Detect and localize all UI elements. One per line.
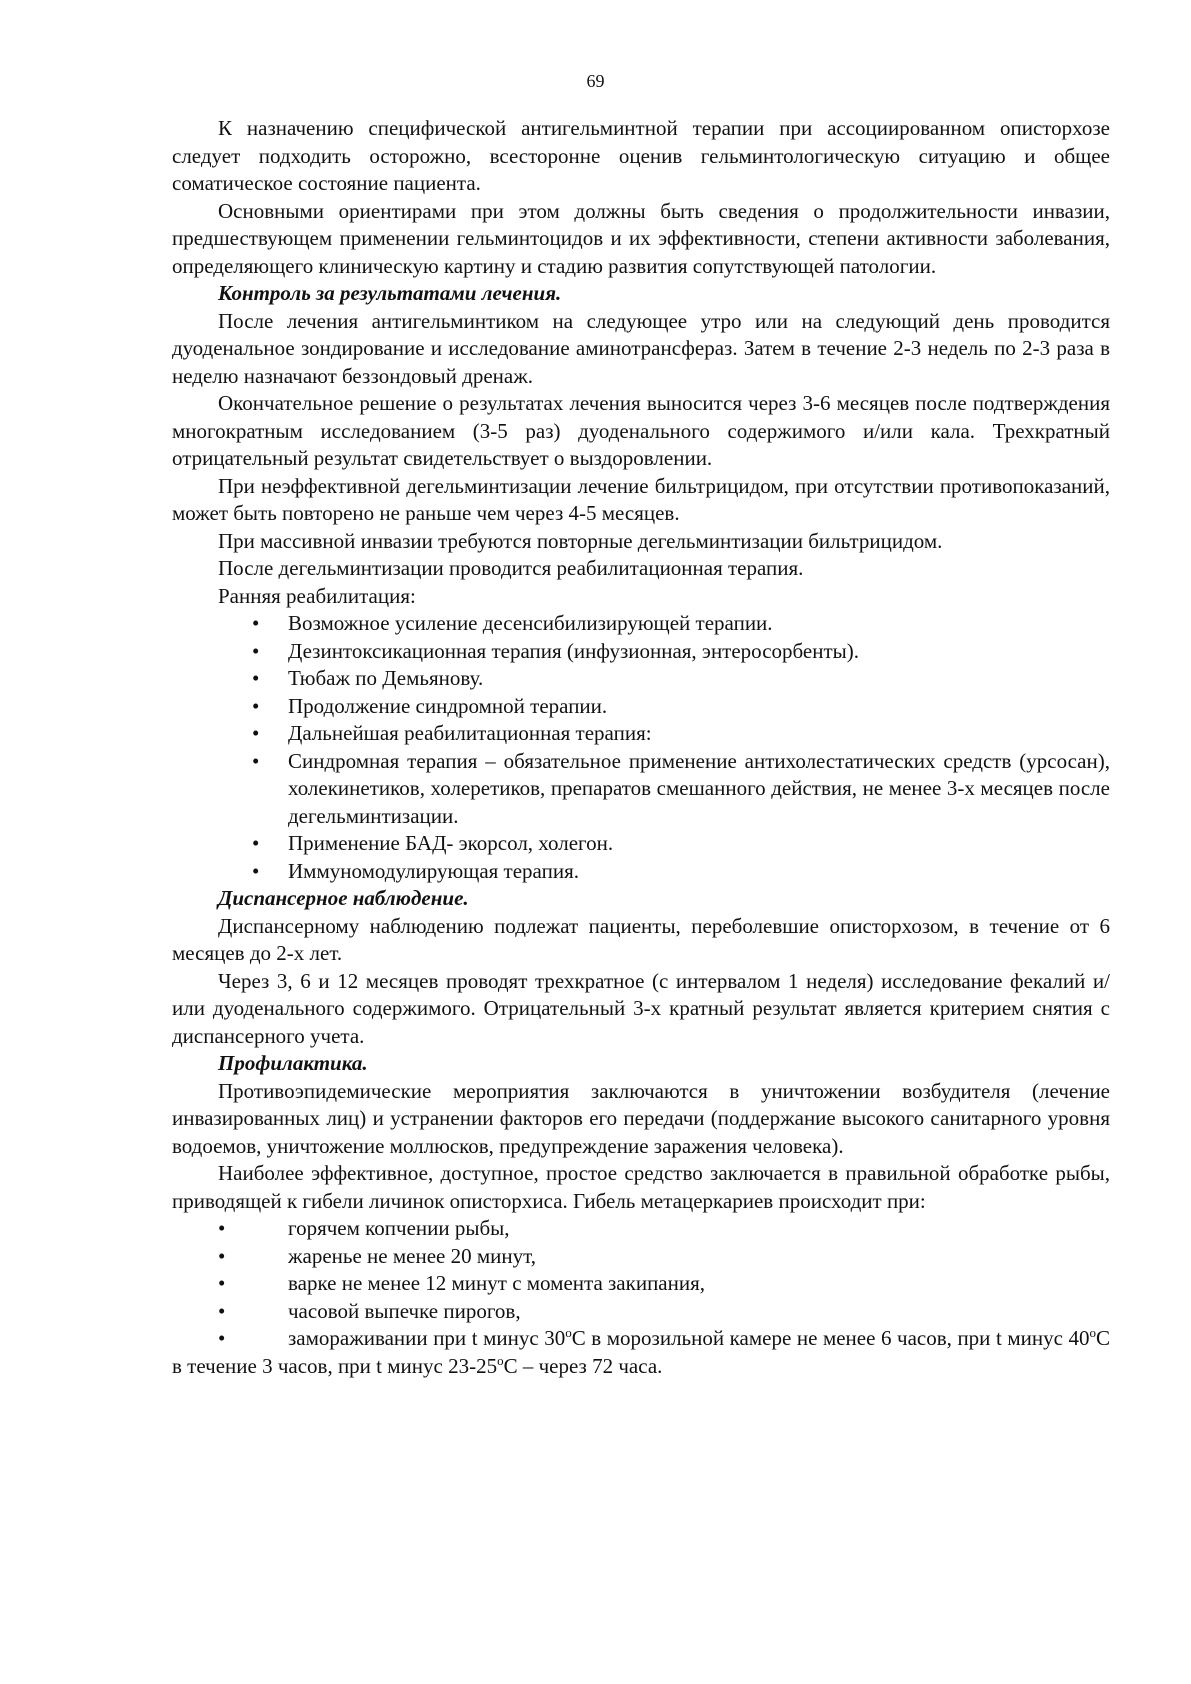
list-item: • Иммуномодулирующая терапия. xyxy=(172,858,1110,886)
paragraph: Ранняя реабилитация: xyxy=(218,583,416,608)
degree-sup: o xyxy=(497,1352,504,1368)
paragraph: При массивной инвазии требуются повторные дегельминтизации бильтрицидом. xyxy=(218,528,943,553)
list-item: • варке не менее 12 минут с момента закипания, xyxy=(172,1270,1110,1298)
freezing-text-2: С в морозильной камере не менее 6 часов, при t минус 40 xyxy=(571,1326,1090,1350)
paragraph: Через 3, 6 и 12 месяцев проводят трехкратное (с интервалом 1 неделя) исследование фекалий и/или дуоденального содержимого. Отрицательный 3-х кратный результат является критерием снятия с диспансерного учета. xyxy=(172,968,1110,1048)
list-item: • Возможное усиление десенсибилизирующей терапии. xyxy=(172,610,1110,638)
paragraph: После лечения антигельминтиком на следующее утро или на следующий день проводится дуоденальное зондирование и исследование аминотрансфераз. Затем в течение 2-3 недель по 2-3 раза в неделю назначают беззондовый дренаж. xyxy=(172,308,1110,388)
page-number: 69 xyxy=(586,71,605,91)
paragraph: Основными ориентирами при этом должны быть сведения о продолжительности инвазии, предшествующем применении гельминтоцидов и их эффективности, степени активности заболевания, определяющего клиническую картину и стадию развития сопутствующей патологии. xyxy=(172,198,1110,278)
list-item: • Продолжение синдромной терапии. xyxy=(172,693,1110,721)
freezing-text-4: С – через 72 часа. xyxy=(503,1353,663,1378)
section-heading-control: Контроль за результатами лечения. xyxy=(218,281,562,305)
paragraph: К назначению специфической антигельминтной терапии при ассоциированном описторхозе следует подходить осторожно, всесторонне оценив гельминтологическую ситуацию и общее соматическое состояние пациента. xyxy=(172,116,1110,195)
paragraph: При неэффективной дегельминтизации лечение бильтрицидом, при отсутствии противопоказаний, может быть повторено не раньше чем через 4-5 месяцев. xyxy=(172,473,1110,525)
paragraph: Противоэпидемические мероприятия заключаются в уничтожении возбудителя (лечение инвазированных лиц) и устранении факторов его передачи (поддержание высокого санитарного уровня водоемов, уничтожение моллюсков, предупреждение заражения человека). xyxy=(172,1078,1110,1158)
rehabilitation-list xyxy=(172,610,1110,885)
freezing-text-1: замораживании при t минус 30 xyxy=(288,1326,566,1350)
list-item: • Тюбаж по Демьянову. xyxy=(172,665,1110,693)
list-item: • Синдромная терапия – обязательное применение антихолестатических средств (урсосан), холекинетиков, холеретиков, препаратов смешанного действия, не менее 3-х месяцев после дегельминтизации. xyxy=(172,748,1110,831)
bullet-icon: • xyxy=(218,1326,226,1350)
list-item-freezing xyxy=(172,1325,1110,1380)
list-item: • Дезинтоксикационная терапия (инфузионная, энтеросорбенты). xyxy=(172,638,1110,666)
paragraph: Диспансерному наблюдению подлежат пациенты, переболевшие описторхозом, в течение от 6 месяцев до 2-х лет. xyxy=(172,913,1110,965)
prevention-list xyxy=(172,1215,1110,1325)
degree-sup: o xyxy=(565,1325,572,1340)
section-heading-prevention: Профилактика. xyxy=(218,1051,368,1075)
freezing-text-3: С в течение 3 часов, при t минус 23-25 xyxy=(172,1326,1110,1378)
document-body xyxy=(172,115,1110,1380)
paragraph: После дегельминтизации проводится реабилитационная терапия. xyxy=(218,556,804,580)
list-item: • жаренье не менее 20 минут, xyxy=(172,1243,1110,1271)
section-heading-dispensary: Диспансерное наблюдение. xyxy=(218,886,469,910)
paragraph: Окончательное решение о результатах лечения выносится через 3-6 месяцев после подтверждения многократным исследованием (3-5 раз) дуоденального содержимого и/или кала. Трехкратный отрицательный результат свидетельствует о выздоровлении. xyxy=(172,391,1110,470)
list-item: • горячем копчении рыбы, xyxy=(172,1215,1110,1243)
paragraph: Наиболее эффективное, доступное, простое средство заключается в правильной обработке рыбы, приводящей к гибели личинок описторхиса. Гибель метацеркариев происходит при: xyxy=(172,1161,1110,1213)
list-item: • Применение БАД- экорсол, холегон. xyxy=(172,830,1110,858)
degree-sup: o xyxy=(1089,1325,1096,1340)
list-item: • Дальнейшая реабилитационная терапия: xyxy=(172,720,1110,748)
list-item: • часовой выпечке пирогов, xyxy=(172,1298,1110,1326)
